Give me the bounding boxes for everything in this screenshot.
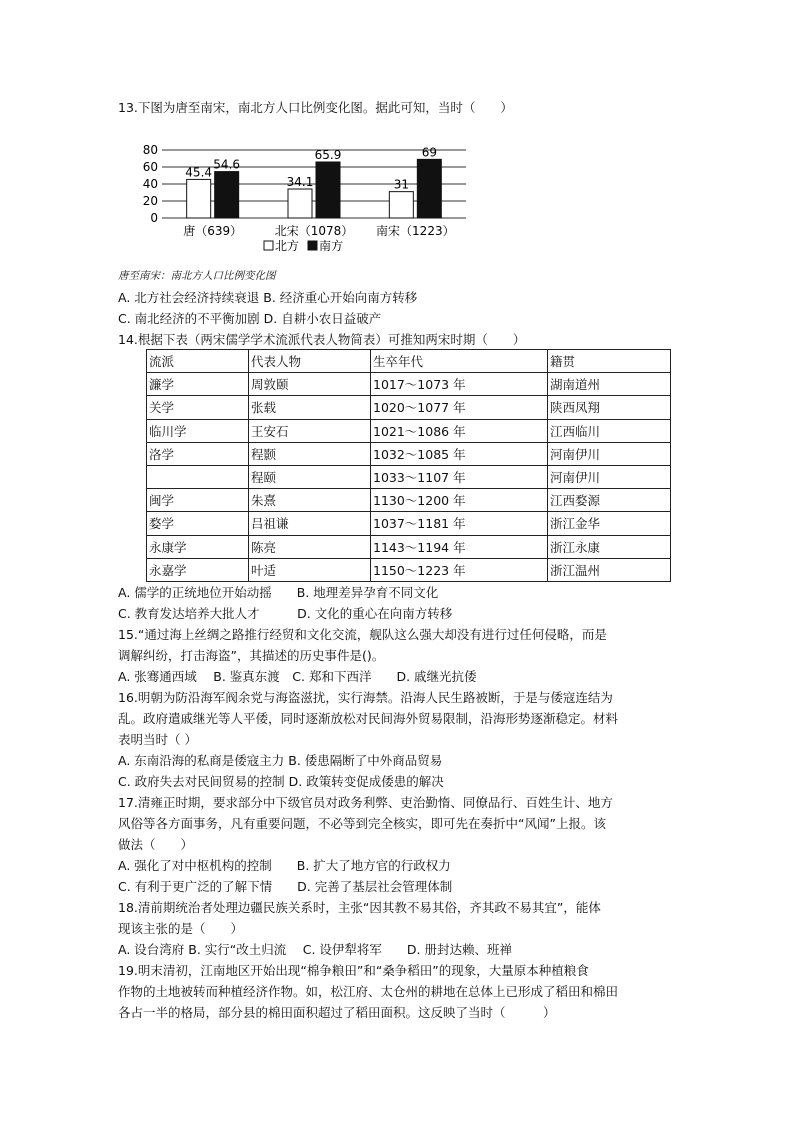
q15-option-line: A. 张骞通西域 B. 鉴真东渡 C. 郑和下西洋 D. 戚继光抗倭 <box>118 669 477 684</box>
y-tick-label: 20 <box>142 194 158 208</box>
table-cell: 程颐 <box>249 465 371 488</box>
y-tick-label: 60 <box>142 160 158 174</box>
q19-stem-line: 各占一半的格局，部分县的棉田面积超过了稻田面积。这反映了当时（ ） <box>118 1005 556 1020</box>
q16-stem-line: 16.明朝为防沿海军阀余党与海盗滋扰，实行海禁。沿海人民生路被断，于是与倭寇连结为 <box>118 690 613 705</box>
table-cell: 湖南道州 <box>548 373 671 396</box>
y-tick-label: 0 <box>150 211 158 225</box>
table-cell: 1017～1073 年 <box>371 373 548 396</box>
q13-option-line: A. 北方社会经济持续衰退 B. 经济重心开始向南方转移 <box>118 290 418 305</box>
q17-stem-line: 风俗等各方面事务，凡有重要问题，不必等到完全核实，即可先在奏折中“风闻”上报。该 <box>118 816 606 831</box>
bar-value-label: 31 <box>393 177 409 192</box>
south-bar <box>316 162 340 218</box>
table-cell: 陈亮 <box>249 535 371 558</box>
table-row <box>147 419 671 442</box>
q17-option-line: C. 有利于更广泛的了解下情 D. 完善了基层社会管理体制 <box>118 879 453 894</box>
q16-option-line: A. 东南沿海的私商是倭寇主力 B. 倭患隔断了中外商品贸易 <box>118 753 443 768</box>
table-cell: 关学 <box>147 396 249 419</box>
south-bar <box>215 172 239 218</box>
confucian-schools-table <box>146 349 671 582</box>
table-cell: 1021～1086 年 <box>371 419 548 442</box>
table-header-cell: 生卒年代 <box>371 350 548 373</box>
population-bar-chart <box>136 140 476 265</box>
table-cell: 1032～1085 年 <box>371 442 548 465</box>
chart-y-ticks <box>143 143 158 225</box>
table-cell: 周敦颐 <box>249 373 371 396</box>
q17-option-line: A. 强化了对中枢机构的控制 B. 扩大了地方官的行政权力 <box>118 858 451 873</box>
q14-stem: 14.根据下表（两宋儒学学术流派代表人物简表）可推知两宋时期（ ） <box>118 332 526 347</box>
north-bar <box>187 179 211 218</box>
q17-stem-line: 做法（ ） <box>118 837 194 852</box>
table-cell: 河南伊川 <box>548 442 671 465</box>
table-cell: 1143～1194 年 <box>371 535 548 558</box>
bar-value-label: 34.1 <box>286 175 314 190</box>
table-cell: 王安石 <box>249 419 371 442</box>
chart-caption: 唐至南宋：南北方人口比例变化图 <box>118 270 276 282</box>
q13-stem: 13.下图为唐至南宋，南北方人口比例变化图。据此可知，当时（ ） <box>118 100 513 115</box>
q16-stem-line: 乱。政府遣戚继光等人平倭，同时逐渐放松对民间海外贸易限制，沿海形势逐渐稳定。材料 <box>118 711 619 726</box>
table-row <box>147 465 671 488</box>
bar-value-label: 65.9 <box>314 147 342 162</box>
q14-option-line: C. 教育发达培养大批人才 D. 文化的重心在向南方转移 <box>118 606 453 621</box>
legend-swatch <box>308 241 317 250</box>
table-cell: 1020～1077 年 <box>371 396 548 419</box>
table-cell <box>147 465 249 488</box>
q15-stem-line: 15.“通过海上丝绸之路推行经贸和文化交流，舰队这么强大却没有进行过任何侵略，而是 <box>118 627 607 642</box>
table-header-cell: 流派 <box>147 350 249 373</box>
table-cell: 1130～1200 年 <box>371 489 548 512</box>
table-cell: 1037～1181 年 <box>371 512 548 535</box>
table-cell: 江西临川 <box>548 419 671 442</box>
q17-stem-line: 17.清雍正时期，要求部分中下级官员对政务利弊、吏治勤惰、同僚品行、百姓生计、地方 <box>118 795 613 810</box>
table-row <box>147 442 671 465</box>
table-cell: 叶适 <box>249 558 371 581</box>
bar-value-label: 69 <box>421 145 437 160</box>
q18-stem-line: 现该主张的是（ ） <box>118 921 244 936</box>
table-header-row <box>147 350 671 373</box>
north-bar <box>288 189 312 218</box>
table-row <box>147 373 671 396</box>
legend-swatch <box>264 241 273 250</box>
q16-option-line: C. 政府失去对民间贸易的控制 D. 政策转变促成倭患的解决 <box>118 774 444 789</box>
q14-option-line: A. 儒学的正统地位开始动摇 B. 地理差异孕育不同文化 <box>118 585 439 600</box>
table-cell: 洛学 <box>147 442 249 465</box>
q19-stem-line: 19.明末清初，江南地区开始出现“棉争粮田”和“桑争稻田”的现象，大量原本种植粮食 <box>118 963 589 978</box>
table-row <box>147 512 671 535</box>
table-cell: 河南伊川 <box>548 465 671 488</box>
table-cell: 朱熹 <box>249 489 371 512</box>
q18-option-line: A. 设台湾府 B. 实行“改土归流 C. 设伊犁将军 D. 册封达赖、班禅 <box>118 942 512 957</box>
table-cell: 江西婺源 <box>548 489 671 512</box>
table-row <box>147 489 671 512</box>
north-bar <box>389 192 413 218</box>
y-tick-label: 80 <box>142 143 158 157</box>
table-header-cell: 代表人物 <box>249 350 371 373</box>
table-cell: 1033～1107 年 <box>371 465 548 488</box>
x-category-label: 南宋（1223） <box>376 224 455 238</box>
legend-label: 南方 <box>319 239 344 253</box>
table-cell: 闽学 <box>147 489 249 512</box>
chart-x-labels <box>183 223 454 238</box>
table-cell: 濂学 <box>147 373 249 396</box>
legend-label: 北方 <box>275 239 300 253</box>
q19-stem-line: 作物的土地被转而种植经济作物。如，松江府、太仓州的耕地在总体上已形成了稻田和棉田 <box>118 984 619 999</box>
q13-option-line: C. 南北经济的不平衡加剧 D. 自耕小农日益破产 <box>118 311 382 326</box>
table-cell: 永康学 <box>147 535 249 558</box>
table-cell: 张载 <box>249 396 371 419</box>
chart-bars <box>185 145 441 218</box>
table-header-cell: 籍贯 <box>548 350 671 373</box>
table-cell: 陕西凤翔 <box>548 396 671 419</box>
q16-stem-line: 表明当时（ ） <box>118 732 197 747</box>
chart-legend <box>264 238 343 253</box>
x-category-label: 唐（639） <box>183 224 243 238</box>
table-cell: 浙江永康 <box>548 535 671 558</box>
table-cell: 永嘉学 <box>147 558 249 581</box>
table-row <box>147 535 671 558</box>
q15-stem-line: 调解纠纷，打击海盗”，其描述的历史事件是()。 <box>118 648 385 663</box>
table-cell: 吕祖谦 <box>249 512 371 535</box>
bar-value-label: 54.6 <box>213 157 241 172</box>
table-cell: 浙江温州 <box>548 558 671 581</box>
south-bar <box>417 159 441 218</box>
table-cell: 程颢 <box>249 442 371 465</box>
q18-stem-line: 18.清前期统治者处理边疆民族关系时，主张“因其教不易其俗，齐其政不易其宜”，能体 <box>118 900 601 915</box>
table-cell: 婺学 <box>147 512 249 535</box>
table-cell: 临川学 <box>147 419 249 442</box>
table-cell: 1150～1223 年 <box>371 558 548 581</box>
table-row <box>147 396 671 419</box>
bar-value-label: 45.4 <box>185 165 213 180</box>
y-tick-label: 40 <box>142 177 158 191</box>
x-category-label: 北宋（1078） <box>274 224 354 238</box>
table-cell: 浙江金华 <box>548 512 671 535</box>
table-row <box>147 558 671 581</box>
